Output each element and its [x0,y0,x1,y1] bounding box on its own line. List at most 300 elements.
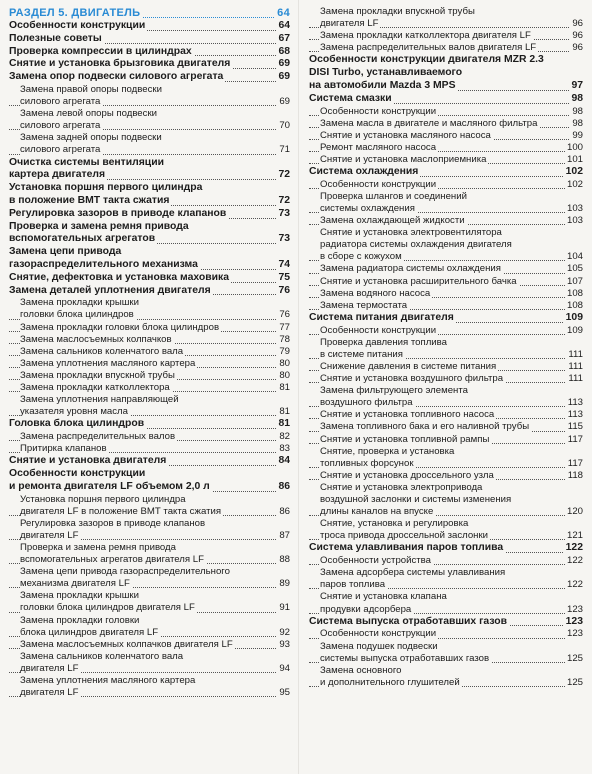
entry-title: двигателя LF в положение ВМТ такта сжатия [20,505,222,517]
toc-section-entry [9,259,290,272]
entry-title: Замена задней опоры подвески [20,132,162,144]
toc-subentry [9,639,290,651]
toc-subentry [309,349,583,361]
toc-section-entry [309,616,583,629]
entry-title: Установка поршня первого цилиндра [9,182,203,194]
page-number: 122 [566,555,583,567]
entry-title: картера двигателя [9,169,106,181]
entry-title: Замена прокладки крышки [20,297,139,309]
entry-title: Замена сальников коленчатого вала [20,345,184,357]
entry-title: Замена прокладки крышки [20,590,139,602]
entry-title: воздушного фильтра [320,397,413,409]
entry-title: Регулировка зазоров в приводе клапанов [9,207,227,219]
toc-subentry [309,30,583,42]
entry-title: Снижение давления в системе питания [320,360,497,372]
entry-title: Замена адсорбера системы улавливания [320,567,506,579]
toc-section-entry [309,67,583,80]
entry-title: троса привода дроссельной заслонки [320,530,489,542]
toc-subentry [9,663,290,675]
toc-subentry [309,446,583,458]
toc-subentry [309,628,583,640]
entry-title: РАЗДЕЛ 5. ДВИГАТЕЛЬ [9,7,141,19]
toc-subentry [309,579,583,591]
entry-title: Снятие и установка расширительного бачка [320,275,517,287]
toc-subentry [9,394,290,406]
page-number: 111 [568,360,583,372]
entry-title: Проверка и замена ремня привода [20,542,176,553]
page-number: 101 [566,153,583,165]
entry-title: Замена прокладки головки [20,614,140,626]
entry-title: Снятие и установка дроссельного узла [320,469,494,481]
page-number: 73 [278,233,290,245]
page-number: 73 [278,207,290,219]
entry-title: двигателя LF [20,529,79,541]
entry-title: Ремонт масляного насоса [320,141,437,153]
toc-subentry [9,370,290,382]
entry-title: Замена водяного насоса [320,287,431,299]
entry-title: воздушной заслонки и системы изменения [320,493,512,505]
page-number: 72 [278,169,290,181]
page-number: 100 [566,141,583,153]
page-number: 122 [565,542,583,554]
page-number: 64 [277,7,290,19]
entry-title: Особенности устройства [320,555,431,567]
entry-title: в сборе с кожухом [320,251,402,263]
page-number: 111 [568,348,583,360]
entry-title: радиатора системы охлаждения двигателя [320,239,512,251]
toc-subentry [9,651,290,663]
entry-title: двигателя LF [20,662,79,674]
page-number: 83 [279,443,290,455]
toc-subentry [9,431,290,443]
entry-title: Особенности конструкции [320,178,437,190]
toc-subentry [309,397,583,409]
entry-title: Замена термостата [320,299,408,311]
page-number: 96 [572,42,583,54]
entry-title: силового агрегата [20,144,101,156]
toc-section-entry [9,455,290,468]
page-number: 102 [565,166,583,178]
entry-title: Снятие и установка клапана [320,591,447,603]
toc-subentry [309,482,583,494]
entry-title: Замена маслосъемных колпачков [20,333,172,345]
toc-section-entry [9,418,290,431]
toc-subentry [309,409,583,421]
toc-subentry [9,358,290,370]
entry-title: Замена деталей уплотнения двигателя [9,284,211,296]
toc-subentry [309,530,583,542]
page-number: 81 [279,381,290,393]
toc-left-column [9,6,290,699]
toc-subentry [309,130,583,142]
page-number: 80 [279,369,290,381]
toc-section-entry [9,71,290,84]
entry-title: Особенности конструкции [9,468,146,480]
entry-title: Снятие, установка и регулировка [320,518,469,530]
toc-subentry [309,385,583,397]
toc-subentry [9,578,290,590]
toc-section-entry [9,169,290,182]
page-number: 125 [566,652,583,664]
entry-title: в системе питания [320,348,403,360]
entry-title: Замена распределительных валов двигателя LF [320,42,537,54]
page-number: 69 [278,71,290,83]
entry-title: Снятие и установка топливного насоса [320,409,495,421]
toc-subentry [309,276,583,288]
toc-subentry [309,421,583,433]
entry-title: топливных форсунок [320,457,414,469]
toc-section-entry [9,233,290,246]
toc-subentry [9,382,290,394]
toc-subentry [309,179,583,191]
entry-title: механизма двигателя LF [20,578,130,590]
page-number: 123 [566,603,583,615]
entry-title: Система улавливания паров топлива [309,542,504,554]
toc-subentry [9,144,290,156]
page-number: 108 [566,299,583,311]
page-number: 80 [279,357,290,369]
page-number: 69 [279,96,290,108]
entry-title: двигателя LF [320,18,379,30]
page-number: 87 [279,529,290,541]
entry-title: газораспределительного механизма [9,258,198,270]
toc-subentry [309,591,583,603]
toc-subentry [9,627,290,639]
entry-title: силового агрегата [20,120,101,132]
entry-title: в положение ВМТ такта сжатия [9,194,170,206]
entry-title: Снятие и установка масляного насоса [320,129,491,141]
toc-subentry [309,263,583,275]
toc-section-entry [9,272,290,285]
entry-title: Замена масла в двигателе и масляного фильтра [320,117,538,129]
toc-subentry [309,227,583,239]
entry-title: блока цилиндров двигателя LF [20,626,159,638]
toc-subentry [9,687,290,699]
toc-subentry [9,530,290,542]
toc-section-entry [309,542,583,555]
section-header [9,6,290,20]
entry-title: Особенности конструкции [320,628,437,640]
entry-title: Снятие, проверка и установка [320,445,455,457]
toc-subentry [309,518,583,530]
entry-title: Снятие и установка электропривода [320,481,483,493]
entry-title: Особенности конструкции [9,20,146,31]
toc-subentry [309,118,583,130]
entry-title: продувки адсорбера [320,603,412,615]
toc-right-column [309,6,583,689]
page-number: 71 [279,144,290,156]
entry-title: DISI Turbo, устанавливаемого [309,67,463,79]
entry-title: Снятие и установка двигателя [9,455,167,467]
toc-subentry [309,494,583,506]
entry-title: Замена цепи привода [9,246,122,258]
entry-title: Полезные советы [9,32,102,44]
entry-title: вспомогательных агрегатов [9,233,156,245]
page-number: 81 [278,418,290,430]
entry-title: Замена уплотнения масляного картера [20,357,196,369]
entry-title: Замена основного [320,664,402,676]
column-divider [298,0,299,774]
toc-subentry [309,458,583,470]
page-number: 118 [567,469,583,481]
page-number: 97 [571,79,583,91]
entry-title: Система питания двигателя [309,311,454,323]
page-number: 125 [566,676,583,688]
page-number: 103 [566,215,583,227]
entry-title: и дополнительного глушителей [320,676,460,688]
entry-title: Замена прокладки впускной трубы [20,369,175,381]
entry-title: головки блока цилиндров двигателя LF [20,602,195,614]
entry-title: Замена подушек подвески [320,640,438,652]
toc-subentry [309,251,583,263]
entry-title: Снятие и установка топливной рампы [320,433,490,445]
page-number: 95 [279,687,290,699]
entry-title: Очистка системы вентиляции [9,156,164,168]
entry-title: Замена топливного бака и его наливной трубы [320,421,530,433]
toc-subentry [9,506,290,518]
page-number: 108 [566,287,583,299]
toc-subentry [309,677,583,689]
toc-section-entry [9,157,290,170]
toc-section-entry [9,182,290,195]
toc-subentry [9,566,290,578]
page-number: 77 [279,321,290,333]
page-number: 70 [279,120,290,132]
entry-title: Система смазки [309,92,392,104]
page-number: 89 [279,578,290,590]
toc-subentry [9,132,290,144]
entry-title: на автомобили Mazda 3 MPS [309,79,456,91]
toc-subentry [309,215,583,227]
toc-subentry [9,406,290,418]
toc-subentry [309,434,583,446]
page-number: 117 [567,457,583,469]
page-number: 113 [567,397,583,409]
toc-subentry [9,590,290,602]
page-number: 105 [566,263,583,275]
toc-section-entry [9,208,290,221]
page-number: 75 [278,271,290,283]
toc-subentry [309,604,583,616]
toc-subentry [309,567,583,579]
page-number: 98 [572,117,583,129]
entry-title: Замена уплотнения масляного картера [20,675,196,687]
toc-section-entry [9,246,290,259]
page-number: 111 [568,373,583,385]
toc-subentry [9,675,290,687]
entry-title: Снятие и установка брызговика двигателя [9,58,231,70]
toc-section-entry [9,285,290,298]
page-number: 67 [278,32,290,44]
page-number: 88 [279,554,290,566]
toc-subentry [309,653,583,665]
page-number: 68 [278,45,290,57]
toc-section-entry [9,58,290,71]
toc-subentry [9,615,290,627]
toc-section-entry [9,20,290,33]
entry-title: Замена левой опоры подвески [20,108,158,120]
toc-subentry [9,297,290,309]
toc-subentry [309,361,583,373]
toc-subentry [9,96,290,108]
entry-title: Замена маслосъемных колпачков двигателя LF [20,638,233,650]
page-number: 69 [278,58,290,70]
entry-title: Замена прокладки катколлектора двигателя LF [320,30,531,42]
page-number: 103 [566,203,583,215]
toc-subentry [309,142,583,154]
entry-title: Замена цепи привода газораспределительного [20,566,230,578]
toc-subentry [309,191,583,203]
entry-title: Проверка шлангов и соединений [320,190,467,202]
toc-subentry [309,337,583,349]
entry-title: системы выпуска отработавших газов [320,652,490,664]
entry-title: Замена охлаждающей жидкости [320,215,465,227]
toc-subentry [309,106,583,118]
toc-section-entry [9,195,290,208]
page-number: 86 [279,505,290,517]
entry-title: системы охлаждения [320,203,415,215]
page-number: 109 [566,324,583,336]
page-number: 64 [278,20,290,31]
page-number: 93 [279,638,290,650]
entry-title: Проверка и замена ремня привода [9,220,189,232]
entry-title: Замена опор подвески силового агрегата [9,71,224,83]
toc-subentry [309,641,583,653]
entry-title: Снятие, дефектовка и установка маховика [9,271,229,283]
toc-subentry [9,334,290,346]
toc-subentry [9,108,290,120]
page-number: 123 [566,628,583,640]
page-number: 104 [566,251,583,263]
page-number: 102 [566,178,583,190]
page-number: 76 [279,309,290,321]
entry-title: Установка поршня первого цилиндра [20,493,186,505]
entry-title: Замена радиатора системы охлаждения [320,263,501,275]
toc-subentry [9,84,290,96]
toc-subentry [309,154,583,166]
toc-subentry [9,443,290,455]
entry-title: Снятие и установка воздушного фильтра [320,373,504,385]
toc-section-entry [309,93,583,106]
page-number: 120 [566,506,583,518]
page-number: 76 [278,284,290,296]
page-number: 123 [565,615,583,627]
toc-subentry [309,470,583,482]
toc-subentry [9,494,290,506]
entry-title: Особенности конструкции [320,324,437,336]
toc-subentry [309,300,583,312]
page-number: 115 [567,421,583,433]
page-number: 98 [571,92,583,104]
entry-title: Замена фильтрующего элемента [320,385,468,397]
toc-section-entry [9,33,290,46]
toc-section-entry [9,46,290,59]
toc-section-entry [309,80,583,93]
entry-title: Регулировка зазоров в приводе клапанов [20,517,206,529]
entry-title: длины каналов на впуске [320,506,434,518]
toc-subentry [309,665,583,677]
page-number: 86 [278,480,290,492]
page-number: 84 [278,455,290,467]
entry-title: головки блока цилиндров [20,309,134,321]
page-number: 99 [572,129,583,141]
toc-subentry [309,239,583,251]
toc-subentry [9,542,290,554]
toc-subentry [9,554,290,566]
toc-subentry [309,555,583,567]
page-number: 79 [279,345,290,357]
entry-title: паров топлива [320,579,386,591]
entry-title: Замена прокладки головки блока цилиндров [20,321,220,333]
entry-title: и ремонта двигателя LF объемом 2,0 л [9,480,210,492]
entry-title: Притирка клапанов [20,443,107,455]
page-number: 94 [279,662,290,674]
entry-title: Замена правой опоры подвески [20,83,162,95]
toc-subentry [309,325,583,337]
toc-subentry [309,373,583,385]
entry-title: Особенности конструкции двигателя MZR 2.3 [309,54,544,66]
entry-title: Система выпуска отработавших газов [309,615,507,627]
entry-title: Замена распределительных валов [20,431,176,443]
entry-title: Система охлаждения [309,166,419,178]
entry-title: Замена прокладки впускной трубы [320,6,475,17]
page-number: 113 [567,409,583,421]
entry-title: Особенности конструкции [320,105,437,117]
toc-section-entry [309,312,583,325]
toc-subentry [9,322,290,334]
page-number: 117 [567,433,583,445]
entry-title: Снятие и установка электровентилятора [320,227,502,239]
entry-title: Замена сальников коленчатого вала [20,650,184,662]
toc-subentry [9,120,290,132]
page-number: 107 [566,275,583,287]
entry-title: двигателя LF [20,687,79,699]
entry-title: Замена прокладки катколлектора [20,381,170,393]
page-number: 91 [279,602,290,614]
page-number: 72 [278,194,290,206]
entry-title: Снятие и установка маслоприемника [320,153,487,165]
toc-section-entry [9,481,290,494]
page-number: 81 [279,406,290,418]
page-number: 78 [279,333,290,345]
entry-title: Проверка компрессии в цилиндрах [9,45,192,57]
toc-subentry [9,602,290,614]
toc-subentry [309,203,583,215]
page-number: 96 [572,18,583,30]
toc-section-entry [9,468,290,481]
toc-subentry [309,42,583,54]
toc-subentry [9,346,290,358]
toc-section-entry [309,166,583,179]
entry-title: Головка блока цилиндров [9,418,145,430]
toc-subentry [309,506,583,518]
toc-subentry [9,309,290,321]
entry-title: силового агрегата [20,96,101,108]
page-number: 82 [279,431,290,443]
page-number: 92 [279,626,290,638]
toc-subentry [309,288,583,300]
entry-title: указателя уровня масла [20,406,128,418]
page-number: 74 [278,258,290,270]
toc-subentry [309,6,583,18]
entry-title: Проверка давления топлива [320,336,447,348]
entry-title: вспомогательных агрегатов двигателя LF [20,554,204,566]
entry-title: Замена уплотнения направляющей [20,394,179,406]
page-number: 96 [572,30,583,42]
page-number: 122 [566,579,583,591]
toc-subentry [9,518,290,530]
page-number: 98 [572,105,583,117]
